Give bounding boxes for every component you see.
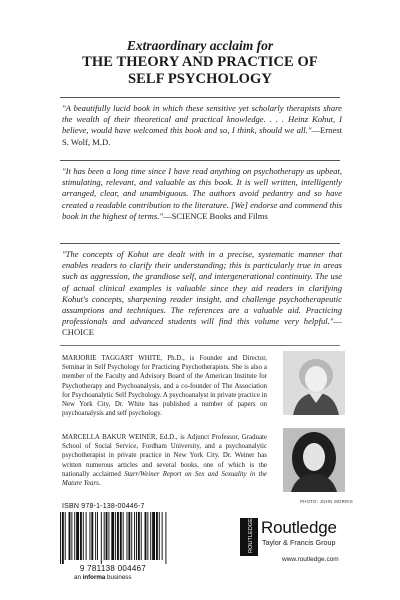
quote-text: "The concepts of Kohut are dealt with in a precise, systematic manner that enables readers to clarify their understanding; this is particularly true in areas such as aggression, the grandiose self, and intergenerational continuity. The use of actual clinical examples is valuable since they aid readers in clarifying Kohut's concepts, sharpening reader insight, and challenge psychotherapeutic assumptions and techniques. The references are a valuable aid. Practicing professionals and advanced students will find this volume very helpful." xyxy=(62,249,342,327)
acclaim-line: Extraordinary acclaim for xyxy=(126,38,274,53)
barcode-bar xyxy=(147,512,148,560)
bio-text: MARCELLA BAKUR WEINER, Ed.D., is Adjunct Professor, Graduate School of Social Service, Fordham University, and a psychoanalytic psychotherapist in private practice in New York City. Dr. Weiner has written numerous articles and several books, one of which is the nationally acclaimed xyxy=(62,434,267,478)
barcode-bar xyxy=(95,512,96,560)
informa-suffix: business xyxy=(105,574,132,581)
bio-book-title: Starr/Weiner Report on Sex and Sexuality in the Mature Years xyxy=(62,470,267,488)
informa-prefix: an xyxy=(74,574,83,581)
bio-white: MARJORIE TAGGART WHITE, Ph.D., is Founder and Director, Seminar in Self Psychology for Practicing Psychotherapists. She is also a member of the Faculty and Advisory Board of the American Institute for Psychotherapy and Psychoanalysis, and a co-founder of The Association for Psychoanalytic Self Psychology. A psychoanalyst in private practice in New York City, Dr. White has published a number of papers on psychoanalysis and self psychology. xyxy=(62,355,267,418)
barcode-bar xyxy=(156,512,158,560)
bio-text-end: . xyxy=(98,480,101,488)
barcode-bar xyxy=(115,512,116,560)
barcode-bar xyxy=(165,512,166,564)
divider xyxy=(60,97,340,98)
author-portrait-icon xyxy=(283,351,345,415)
informa-tagline xyxy=(74,574,131,581)
barcode-bar xyxy=(76,512,79,560)
barcode-bar xyxy=(162,512,163,560)
quote-source: —Ernest S. Wolf, M.D. xyxy=(62,125,342,147)
quote-source: —CHOICE xyxy=(62,316,342,338)
quote-text: "A beautifully lucid book in which these sensitive yet scholarly therapists share the wealth of their theoretical and practical knowledge. . . . Heinz Kohut, I believe, would have welcomed this book and so, I think, should we all." xyxy=(62,103,342,136)
barcode-bar xyxy=(150,512,151,560)
barcode-bar xyxy=(141,512,142,560)
divider xyxy=(60,160,340,161)
quote-source: —SCIENCE Books and Films xyxy=(163,210,268,221)
barcode-bar xyxy=(120,512,122,560)
quote-choice xyxy=(62,249,342,339)
barcode-bar xyxy=(145,512,147,560)
isbn: ISBN 978-1-138-00446-7 xyxy=(62,503,145,510)
divider xyxy=(60,345,340,346)
quote-wolf xyxy=(62,103,342,148)
barcode-bar xyxy=(136,512,137,560)
book-title-line-1: THE THEORY AND PRACTICE OF xyxy=(82,54,318,70)
barcode-bar xyxy=(60,512,61,564)
logo-mark-text: ROUTLEDGE xyxy=(248,518,254,553)
barcode-bar xyxy=(97,512,98,560)
barcode-bar xyxy=(71,512,72,560)
barcode-bar xyxy=(89,512,90,560)
routledge-logo-icon xyxy=(240,518,258,556)
author-portrait-icon xyxy=(283,428,345,492)
barcode-bar xyxy=(104,512,105,560)
barcode-bar xyxy=(138,512,140,560)
publisher-group: Taylor & Francis Group xyxy=(262,538,336,547)
barcode-bar xyxy=(65,512,66,560)
barcode-bar xyxy=(152,512,155,560)
barcode-bar xyxy=(123,512,124,560)
informa-brand: informa xyxy=(82,574,106,581)
author-photo-weiner xyxy=(283,428,345,492)
barcode-bar xyxy=(83,512,84,560)
barcode-bar xyxy=(128,512,130,560)
publisher-website[interactable]: www.routledge.com xyxy=(282,556,339,563)
barcode-bar xyxy=(91,512,93,560)
barcode-bar xyxy=(111,512,114,560)
barcode-bar xyxy=(131,512,132,560)
barcode-bar xyxy=(117,512,119,560)
bio-weiner xyxy=(62,433,267,488)
book-title-line-2: SELF PSYCHOLOGY xyxy=(128,71,272,87)
quote-science-books xyxy=(62,166,342,222)
barcode-bar xyxy=(106,512,108,560)
barcode-bar xyxy=(69,512,71,560)
barcode-digits: 9 781138 004467 xyxy=(79,564,147,573)
photo-credit: PHOTO: JOHN MORRIS xyxy=(300,499,354,504)
barcode-bar xyxy=(101,512,102,564)
barcode-bar xyxy=(80,512,82,560)
barcode-bar xyxy=(127,512,128,560)
barcode-bar xyxy=(62,512,64,564)
header xyxy=(40,38,360,88)
barcode-bar xyxy=(74,512,75,560)
barcode-bar xyxy=(108,512,109,560)
publisher-name: Routledge xyxy=(261,518,337,537)
barcode-bar xyxy=(134,512,135,560)
barcode xyxy=(58,512,168,564)
divider xyxy=(60,243,340,244)
barcode-bar xyxy=(86,512,87,560)
author-photo-white xyxy=(283,351,345,415)
barcode-bar xyxy=(159,512,160,560)
quote-text: "It has been a long time since I have read anything on psychotherapy as upbeat, stimulating, relevant, and valuable as this book. It is well written, intelligently arranged, clear, and unambiguous. The authors avoid pedantry and so have created a readable contribution to the literature. [We] endorse and commend this book in the highest of terms." xyxy=(62,166,342,221)
